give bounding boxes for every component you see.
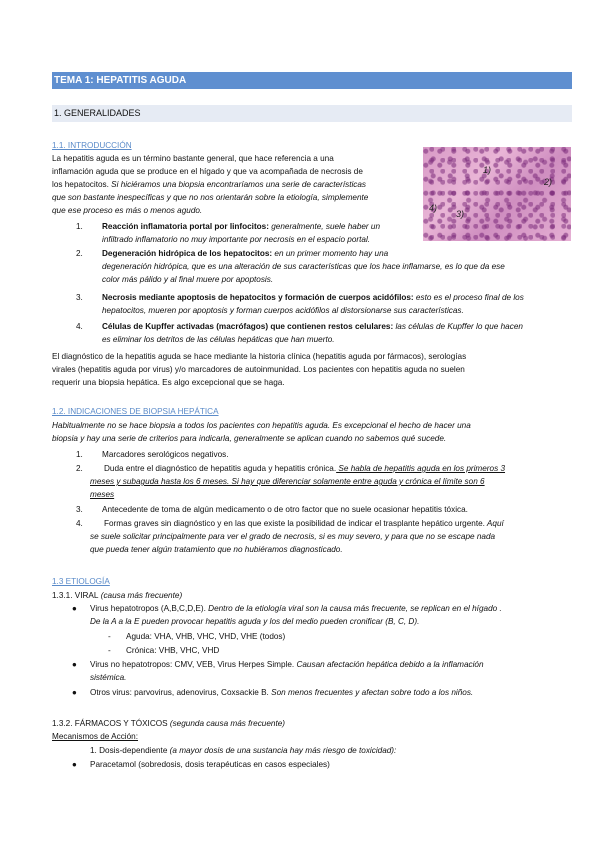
list-item: - Crónica: VHB, VHC, VHD <box>108 646 220 655</box>
list-item: 1. Marcadores serológicos negativos. <box>76 450 229 459</box>
list-item: ● Paracetamol (sobredosis, dosis terapéuticas en casos especiales) <box>72 760 330 769</box>
list-item: - Aguda: VHA, VHB, VHC, VHD, VHE (todos) <box>108 632 286 641</box>
bullet-icon: ● <box>72 604 77 613</box>
list-item: ● Virus hepatotropos (A,B,C,D,E). Dentro de la etiología viral son la causa más frecuente, se replican en el hígado . De la A a la E pueden provocar hepatitis aguda y los del medio pueden cronificar (B, C, D). <box>72 604 502 626</box>
bullet-icon: ● <box>72 688 77 697</box>
subsection-heading-introduccion: 1.1. INTRODUCCIÓN <box>52 141 132 150</box>
list-item: 1. Reacción inflamatoria portal por linfocitos: generalmente, suele haber un infiltrado inflamatorio no muy importante por necrosis en el espacio portal. <box>76 222 381 244</box>
dash-icon: - <box>108 646 111 655</box>
dash-icon: - <box>108 632 111 641</box>
mechanisms-heading: Mecanismos de Acción: <box>52 732 139 741</box>
subsection-heading-biopsia: 1.2. INDICACIONES DE BIOPSIA HEPÁTICA <box>52 407 219 416</box>
biopsy-paragraph: Habitualmente no se hace biopsia a todos los pacientes con hepatitis aguda. Es excepcional el hecho de hacer una biopsia y hay una serie de criterios para indicarla, generalmente se aplican cuando no sabemos qué sucede. <box>52 421 471 443</box>
list-item: 2. Duda entre el diagnóstico de hepatitis aguda y hepatitis crónica. Se habla de hepatitis aguda en los primeros 3 meses y subaguda hasta los 6 meses. Si hay que diferenciar solamente entre aguda y crónica el límite son 6 meses <box>76 464 506 499</box>
drugs-heading: 1.3.2. FÁRMACOS Y TÓXICOS (segunda causa más frecuente) <box>52 719 285 728</box>
list-item: 4. Formas graves sin diagnóstico y en las que existe la posibilidad de indicar el trasplante hepático urgente. Aquí se suele solicitar principalmente para ver el grado de necrosis, si es muy severo, y para que no se escape nada que pueda tener algún tratamiento que no hubiéramos diagnosticado. <box>76 519 504 554</box>
list-item: 3. Necrosis mediante apoptosis de hepatocitos y formación de cuerpos acidófilos: esto es el proceso final de los hepatocitos, mueren por apoptosis y forman cuerpos acidófilos al distorsionarse sus características. <box>76 293 524 315</box>
bullet-icon: ● <box>72 660 77 669</box>
diagnosis-paragraph: El diagnóstico de la hepatitis aguda se hace mediante la historia clínica (hepatitis aguda por fármacos), serologías virales (hepatitis aguda por virus) y/o marcadores de autoinmunidad. Los pacientes con hepatitis aguda no suelen requerir una biopsia hepática. Es algo excepcional que se haga. <box>52 352 467 387</box>
photo-label: 3) <box>456 209 465 219</box>
photo-label: 4) <box>429 203 438 213</box>
photo-label: 2) <box>544 177 553 187</box>
list-item: 4. Células de Kupffer activadas (macrófagos) que contienen restos celulares: las células de Kupffer lo que hacen es eliminar los detritos de las células hepáticas que han muerto. <box>76 322 523 344</box>
subsection-heading-etiologia: 1.3 ETIOLOGÍA <box>52 577 110 586</box>
photo-label: 1) <box>483 165 492 175</box>
section-heading-generalidades: 1. GENERALIDADES <box>52 105 572 122</box>
list-item: 3. Antecedente de toma de algún medicamento o de otro factor que no suele ocasionar hepatitis tóxica. <box>76 505 468 514</box>
list-item: ● Virus no hepatotropos: CMV, VEB, Virus Herpes Simple. Causan afectación hepática debido a la inflamación sistémica. <box>72 660 484 682</box>
histology-image <box>423 147 571 241</box>
viral-heading: 1.3.1. VIRAL (causa más frecuente) <box>52 591 183 600</box>
intro-paragraph: La hepatitis aguda es un término bastante general, que hace referencia a una inflamación aguda que se produce en el hígado y que va acompañada de necrosis de los hepatocitos. Si hiciéramos una biopsia encontraríamos una serie de características que son bastante inespecíficas y que no nos orientarán sobre la etiología, simplemente que ese proceso es más o menos agudo. <box>52 154 369 215</box>
dose-dependent-item: 1. Dosis-dependiente (a mayor dosis de una sustancia hay más riesgo de toxicidad): <box>90 746 397 755</box>
bullet-icon: ● <box>72 760 77 769</box>
document-title: TEMA 1: HEPATITIS AGUDA <box>52 72 572 89</box>
list-item: 2. Degeneración hidrópica de los hepatocitos: en un primer momento hay una degeneración hidrópica, que es una alteración de sus características que los hace inflamarse, es lo que da ese color más pálido y al final muere por apoptosis. <box>76 249 505 284</box>
list-item: ● Otros virus: parvovirus, adenovirus, Coxsackie B. Son menos frecuentes y afectan sobre todo a los niños. <box>72 688 474 697</box>
